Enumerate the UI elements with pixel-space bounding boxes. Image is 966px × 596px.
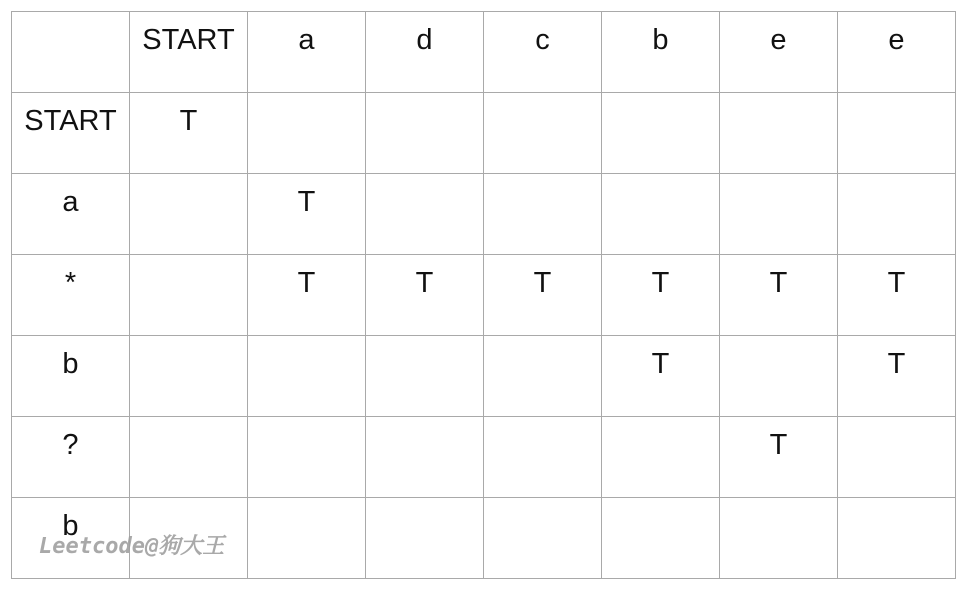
cell-value: T <box>297 267 316 299</box>
table-cell <box>130 174 248 255</box>
table-cell <box>720 93 838 174</box>
column-header-cell <box>366 12 484 93</box>
table-cell <box>602 498 720 579</box>
column-header-cell <box>130 12 248 93</box>
cell-value: T <box>769 429 788 461</box>
cell-value <box>838 93 955 107</box>
cell-value <box>484 336 601 350</box>
table-cell <box>130 417 248 498</box>
cell-value <box>602 93 719 107</box>
table-cell <box>130 255 248 336</box>
table-cell <box>720 417 838 498</box>
column-header-cell <box>484 12 602 93</box>
table-cell <box>484 498 602 579</box>
row-header-label: START <box>24 105 117 137</box>
column-header-cell <box>248 12 366 93</box>
column-header-cell <box>838 12 956 93</box>
row-header-cell <box>12 417 130 498</box>
table-cell <box>720 255 838 336</box>
cell-value <box>248 417 365 431</box>
cell-value <box>130 498 247 512</box>
table-cell <box>484 174 602 255</box>
cell-value <box>130 417 247 431</box>
cell-value: T <box>651 348 670 380</box>
table-cell <box>248 417 366 498</box>
table-row <box>12 417 956 498</box>
table-cell <box>602 174 720 255</box>
table-cell <box>602 417 720 498</box>
cell-value <box>484 93 601 107</box>
table-cell <box>602 336 720 417</box>
row-header-cell <box>12 336 130 417</box>
row-header-label: b <box>62 348 79 380</box>
cell-value <box>838 417 955 431</box>
table-cell <box>248 498 366 579</box>
cell-value <box>130 336 247 350</box>
cell-value: T <box>887 267 906 299</box>
cell-value <box>602 174 719 188</box>
cell-value <box>838 174 955 188</box>
table-cell <box>838 417 956 498</box>
table-row <box>12 336 956 417</box>
cell-value <box>720 93 837 107</box>
cell-value: T <box>415 267 434 299</box>
table-cell <box>366 255 484 336</box>
cell-value <box>130 255 247 269</box>
cell-value <box>366 174 483 188</box>
cell-value: T <box>297 186 316 218</box>
table-cell <box>248 174 366 255</box>
cell-value: T <box>769 267 788 299</box>
cell-value <box>838 498 955 512</box>
table-cell <box>366 174 484 255</box>
cell-value <box>366 417 483 431</box>
table-row <box>12 174 956 255</box>
row-header-label: * <box>64 267 77 299</box>
cell-value <box>720 174 837 188</box>
row-header-label: b <box>62 510 79 542</box>
table-cell <box>484 255 602 336</box>
table-cell <box>366 417 484 498</box>
table-cell <box>484 336 602 417</box>
table-cell <box>838 498 956 579</box>
row-header-label: a <box>62 186 79 218</box>
cell-value <box>602 498 719 512</box>
column-header-label: a <box>298 24 315 56</box>
table-cell <box>484 417 602 498</box>
cell-value: T <box>887 348 906 380</box>
cell-value <box>248 336 365 350</box>
cell-value: T <box>179 105 198 137</box>
cell-value <box>366 498 483 512</box>
column-header-label: c <box>535 24 550 56</box>
table-cell <box>130 93 248 174</box>
dp-table <box>11 11 956 579</box>
cell-value <box>366 93 483 107</box>
cell-value <box>248 498 365 512</box>
table-cell <box>720 498 838 579</box>
column-header-label: e <box>770 24 787 56</box>
table-cell <box>720 336 838 417</box>
table-cell <box>130 336 248 417</box>
cell-value <box>130 174 247 188</box>
cell-value <box>720 498 837 512</box>
row-header-cell <box>12 174 130 255</box>
cell-value <box>602 417 719 431</box>
table-cell <box>248 93 366 174</box>
column-header-label: e <box>888 24 905 56</box>
row-header-cell <box>12 93 130 174</box>
corner-cell <box>12 12 130 93</box>
table-row <box>12 93 956 174</box>
cell-value <box>484 498 601 512</box>
cell-value <box>366 336 483 350</box>
table-cell <box>838 255 956 336</box>
row-header-label: ? <box>62 429 79 461</box>
column-header-cell <box>602 12 720 93</box>
column-header-label: d <box>416 24 433 56</box>
cell-value <box>248 93 365 107</box>
table-cell <box>838 336 956 417</box>
table-cell <box>720 174 838 255</box>
header-row <box>12 12 956 93</box>
watermark: Leetcode@狗大王 <box>39 534 225 559</box>
cell-value <box>720 336 837 350</box>
table-cell <box>838 93 956 174</box>
table-cell <box>602 93 720 174</box>
cell-value: T <box>533 267 552 299</box>
corner-label <box>12 12 129 26</box>
table-cell <box>838 174 956 255</box>
column-header-cell <box>720 12 838 93</box>
table-cell <box>248 255 366 336</box>
cell-value: T <box>651 267 670 299</box>
table-cell <box>484 93 602 174</box>
table-row <box>12 255 956 336</box>
table-cell <box>366 93 484 174</box>
table-cell <box>366 336 484 417</box>
table-cell <box>602 255 720 336</box>
cell-value <box>484 174 601 188</box>
table-cell <box>366 498 484 579</box>
row-header-cell <box>12 255 130 336</box>
dp-table-body <box>12 12 956 579</box>
cell-value <box>484 417 601 431</box>
table-cell <box>248 336 366 417</box>
column-header-label: b <box>652 24 669 56</box>
column-header-label: START <box>142 24 235 56</box>
